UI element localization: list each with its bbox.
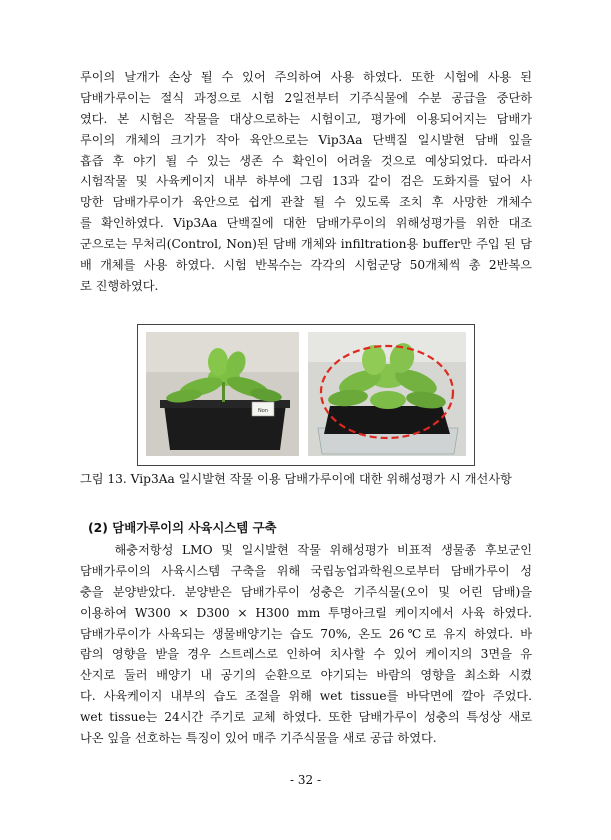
plant-tag-label: Non <box>258 408 268 414</box>
text-line: 시험작물 및 사육케이지 내부 하부에 그림 13과 같이 검은 도화지를 덮어 사 <box>80 174 532 189</box>
paragraph-2 <box>80 540 532 749</box>
text-line: 해충저항성 LMO 및 일시발현 작물 위해성평가 비표적 생물종 후보군인 <box>80 543 532 557</box>
text-line: 담배가루이가 사육되는 생물배양기는 습도 70%, 온도 26℃로 유지 하였다. 바 <box>80 626 532 641</box>
paragraph-1 <box>80 67 532 297</box>
text-line: 배 개체를 사용 하였다. 시험 반복수는 각각의 시험군당 50개체씩 총 2반복으 <box>80 258 532 273</box>
text-line: 흡즙 후 야기 될 수 있는 생존 수 확인이 어려울 것으로 예상되었다. 따라서 <box>80 153 532 168</box>
text-line: 람의 영향을 받을 경우 스트레스로 인하여 치사할 수 있어 케이지의 3면을 유 <box>80 647 532 662</box>
text-line: 다. 사육케이지 내부의 습도 조절을 위해 wet tissue를 바닥면에 깔아 주었다. <box>80 689 532 704</box>
text-line: 나온 잎을 선호하는 특징이 있어 매주 기주식물을 새로 공급 하였다. <box>80 731 437 746</box>
text-line: 담배가루이의 사육시스템 구축을 위해 국립농업과학원으로부터 담배가루이 성 <box>80 563 532 578</box>
text-line: 를 확인하였다. Vip3Aa 단백질에 대한 담배가루이의 위해성평가를 위한 대조 <box>80 216 532 231</box>
text-line: 산지로 둘러 배양기 내 공기의 순환으로 야기되는 바람의 영향을 최소화 시켰 <box>80 668 532 683</box>
tobacco-plant-photo-right <box>308 332 466 456</box>
text-line: 이용하여 W300 × D300 × H300 mm 투명아크릴 케이지에서 사육 하였다. <box>80 605 532 620</box>
text-line: wet tissue는 24시간 주기로 교체 하였다. 또한 담배가루이 성충의 특성상 새로 <box>80 710 532 725</box>
plant-left-illustration <box>146 332 299 456</box>
text-line: 로 진행하였다. <box>80 278 159 293</box>
text-line: 군으로는 무처리(Control, Non)된 담배 개체와 infiltration용 buffer만 주입 된 담 <box>80 237 532 252</box>
text-line: 망한 담배가루이가 육안으로 쉽게 관찰 될 수 있도록 조치 후 사망한 개체수 <box>80 195 532 210</box>
tobacco-plant-photo-left <box>146 332 299 456</box>
text-line: 였다. 본 시험은 작물을 대상으로하는 시험이고, 평가에 이용되어지는 담배가 <box>80 111 532 126</box>
text-line: 루이의 개체의 크기가 작아 육안으로는 Vip3Aa 단백질 일시발현 담배 잎을 <box>80 132 532 147</box>
section-heading: (2) 담배가루이의 사육시스템 구축 <box>88 520 277 535</box>
figure-caption: 그림 13. Vip3Aa 일시발현 작물 이용 담배가루이에 대한 위해성평가 시 개선사항 <box>80 472 512 486</box>
text-line: 담배가루이는 절식 과정으로 시험 2일전부터 기주식물에 수분 공급을 중단하 <box>80 90 532 105</box>
text-line: 충을 분양받았다. 분양받은 담배가루이 성충은 기주식물(오이 및 어린 담배)을 <box>80 584 532 599</box>
text-line: 루이의 날개가 손상 될 수 있어 주의하여 사용 하였다. 또한 시험에 사용 된 <box>80 70 532 84</box>
page-number: - 32 - <box>289 773 321 787</box>
figure-13 <box>137 324 475 466</box>
plant-right-illustration <box>308 332 466 456</box>
